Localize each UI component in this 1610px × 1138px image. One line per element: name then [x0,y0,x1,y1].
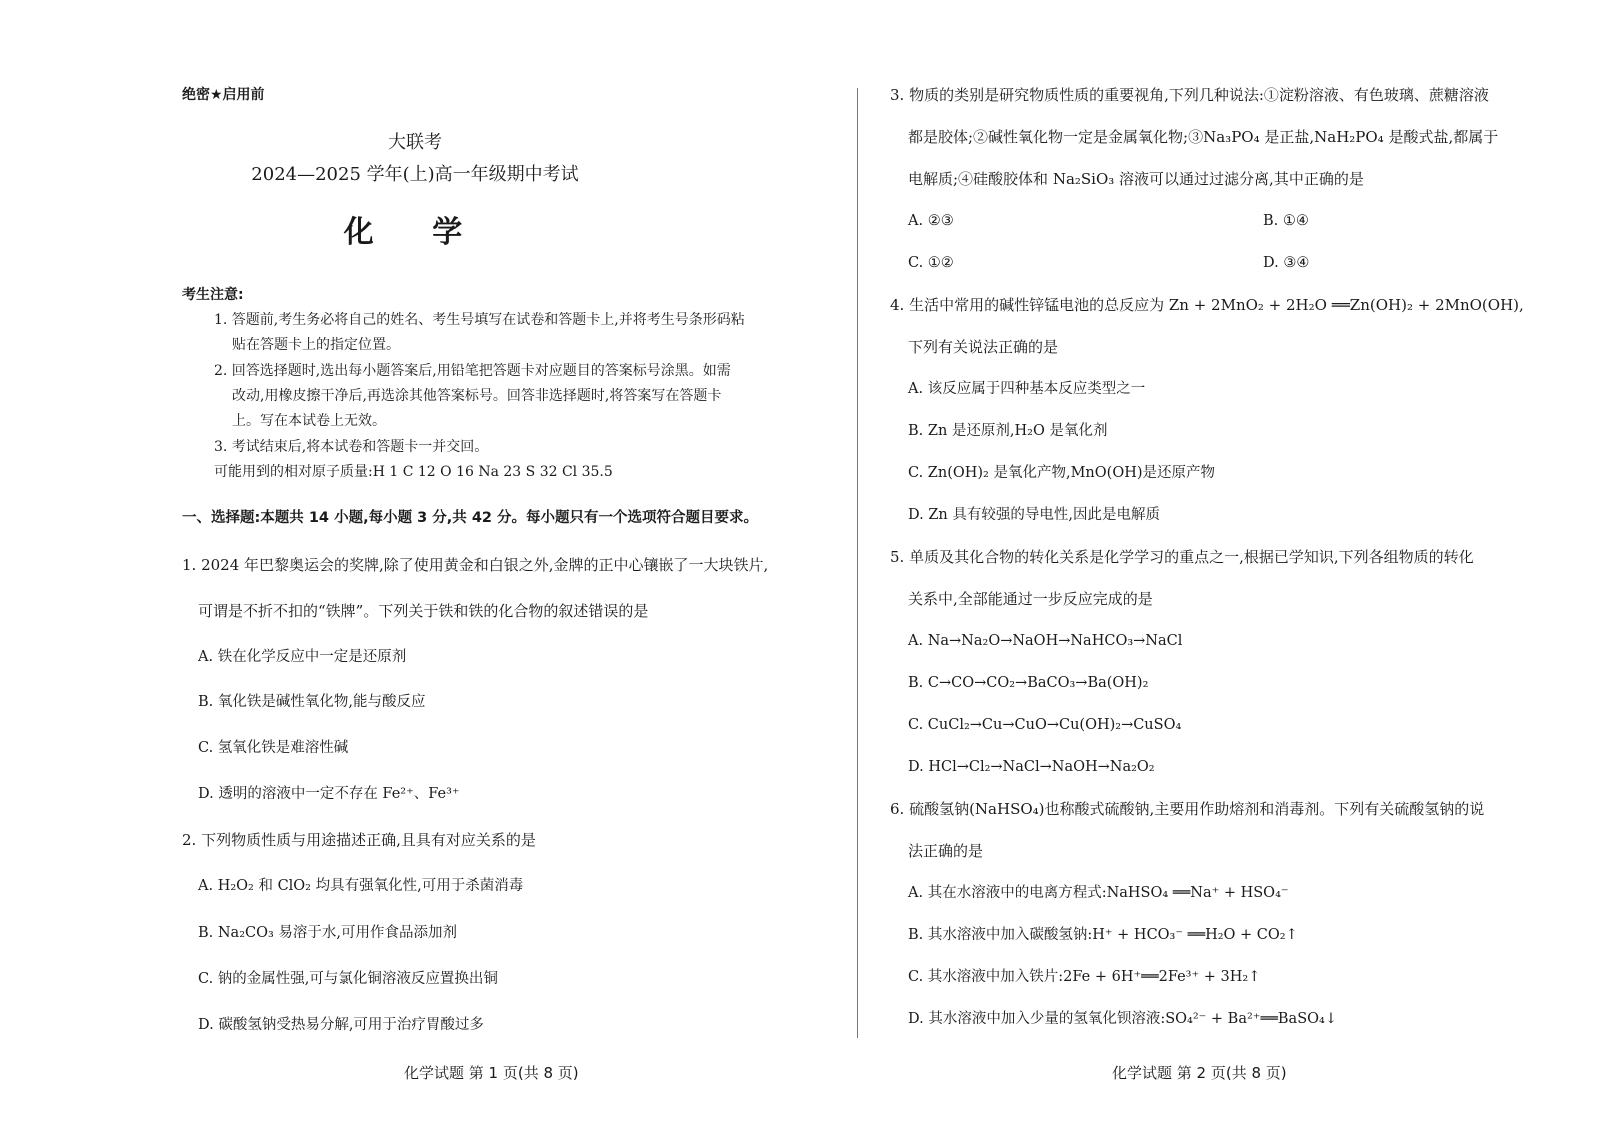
notice-line: 改动,用橡皮擦干净后,再选涂其他答案标号。回答非选择题时,将答案写在答题卡 [232,388,722,404]
question-1-option-b: B. 氧化铁是碱性氧化物,能与酸反应 [198,694,426,710]
notice-line: 3. 考试结束后,将本试卷和答题卡一并交回。 [214,439,489,455]
notice-heading: 考生注意: [182,287,244,303]
question-6-option-b: B. 其水溶液中加入碳酸氢钠:H⁺ + HCO₃⁻ ══H₂O + CO₂↑ [908,927,1298,943]
question-1-stem: 1. 2024 年巴黎奥运会的奖牌,除了使用黄金和白银之外,金牌的正中心镶嵌了一大块铁片, [182,556,769,574]
question-6-stem: 法正确的是 [908,842,984,860]
notice-line: 1. 答题前,考生务必将自己的姓名、考生号填写在试卷和答题卡上,并将考生号条形码粘 [214,312,745,328]
question-3-stem: 电解质;④硅酸胶体和 Na₂SiO₃ 溶液可以通过过滤分离,其中正确的是 [908,170,1364,188]
question-1-stem: 可谓是不折不扣的“铁牌”。下列关于铁和铁的化合物的叙述错误的是 [198,602,649,620]
question-6-option-c: C. 其水溶液中加入铁片:2Fe + 6H⁺══2Fe³⁺ + 3H₂↑ [908,969,1261,985]
question-4-option-a: A. 该反应属于四种基本反应类型之一 [908,381,1146,397]
question-4-option-d: D. Zn 具有较强的导电性,因此是电解质 [908,507,1160,523]
question-4-option-b: B. Zn 是还原剂,H₂O 是氧化剂 [908,423,1108,439]
question-5-stem: 5. 单质及其化合物的转化关系是化学学习的重点之一,根据已学知识,下列各组物质的转化 [890,548,1474,566]
question-5-option-a: A. Na→Na₂O→NaOH→NaHCO₃→NaCl [908,633,1183,649]
question-2-option-d: D. 碳酸氢钠受热易分解,可用于治疗胃酸过多 [198,1017,484,1033]
atomic-masses: 可能用到的相对原子质量:H 1 C 12 O 16 Na 23 S 32 Cl 35.5 [214,464,613,480]
subject-title: 化 学 [343,215,487,250]
question-4-stem: 下列有关说法正确的是 [908,338,1059,356]
question-2-option-a: A. H₂O₂ 和 ClO₂ 均具有强氧化性,可用于杀菌消毒 [198,878,524,894]
page-footer: 化学试题 第 1 页(共 8 页) [404,1064,579,1082]
exam-title: 2024—2025 学年(上)高一年级期中考试 [251,164,579,185]
question-1-option-a: A. 铁在化学反应中一定是还原剂 [198,649,407,665]
page-2 [845,0,1610,1138]
question-5-stem: 关系中,全部能通过一步反应完成的是 [908,590,1153,608]
question-2-option-b: B. Na₂CO₃ 易溶于水,可用作食品添加剂 [198,925,458,941]
notice-line: 上。写在本试卷上无效。 [232,413,386,429]
question-3-option-d: D. ③④ [1263,255,1310,271]
confidential-mark: 绝密★启用前 [182,87,265,103]
question-5-option-c: C. CuCl₂→Cu→CuO→Cu(OH)₂→CuSO₄ [908,717,1182,733]
notice-line: 2. 回答选择题时,选出每小题答案后,用铅笔把答题卡对应题目的答案标号涂黑。如需 [214,363,731,379]
question-5-option-d: D. HCl→Cl₂→NaCl→NaOH→Na₂O₂ [908,759,1155,775]
question-6-stem: 6. 硫酸氢钠(NaHSO₄)也称酸式硫酸钠,主要用作助熔剂和消毒剂。下列有关硫酸氢钠的说 [890,800,1485,818]
question-4-option-c: C. Zn(OH)₂ 是氧化产物,MnO(OH)是还原产物 [908,465,1216,481]
question-6-option-d: D. 其水溶液中加入少量的氢氧化钡溶液:SO₄²⁻ + Ba²⁺══BaSO₄↓ [908,1011,1337,1027]
exam-organizer: 大联考 [388,132,442,153]
page-footer: 化学试题 第 2 页(共 8 页) [1112,1064,1287,1082]
question-3-stem: 都是胶体;②碱性氧化物一定是金属氧化物;③Na₃PO₄ 是正盐,NaH₂PO₄ 是酸式盐,都属于 [908,128,1499,146]
question-6-option-a: A. 其在水溶液中的电离方程式:NaHSO₄ ══Na⁺ + HSO₄⁻ [908,885,1289,901]
question-2-stem: 2. 下列物质性质与用途描述正确,且具有对应关系的是 [182,831,536,849]
notice-line: 贴在答题卡上的指定位置。 [232,337,400,353]
question-3-option-a: A. ②③ [908,213,954,229]
question-1-option-d: D. 透明的溶液中一定不存在 Fe²⁺、Fe³⁺ [198,786,460,802]
question-2-option-c: C. 钠的金属性强,可与氯化铜溶液反应置换出铜 [198,971,498,987]
question-5-option-b: B. C→CO→CO₂→BaCO₃→Ba(OH)₂ [908,675,1149,691]
question-3-stem: 3. 物质的类别是研究物质性质的重要视角,下列几种说法:①淀粉溶液、有色玻璃、蔗糖溶液 [890,86,1489,104]
question-3-option-b: B. ①④ [1263,213,1309,229]
section-heading: 一、选择题:本题共 14 小题,每小题 3 分,共 42 分。每小题只有一个选项符合题目要求。 [182,510,759,526]
question-4-stem: 4. 生活中常用的碱性锌锰电池的总反应为 Zn + 2MnO₂ + 2H₂O ══Zn(OH)₂ + 2MnO(OH), [890,296,1524,314]
question-1-option-c: C. 氢氧化铁是难溶性碱 [198,740,349,756]
question-3-option-c: C. ①② [908,255,954,271]
